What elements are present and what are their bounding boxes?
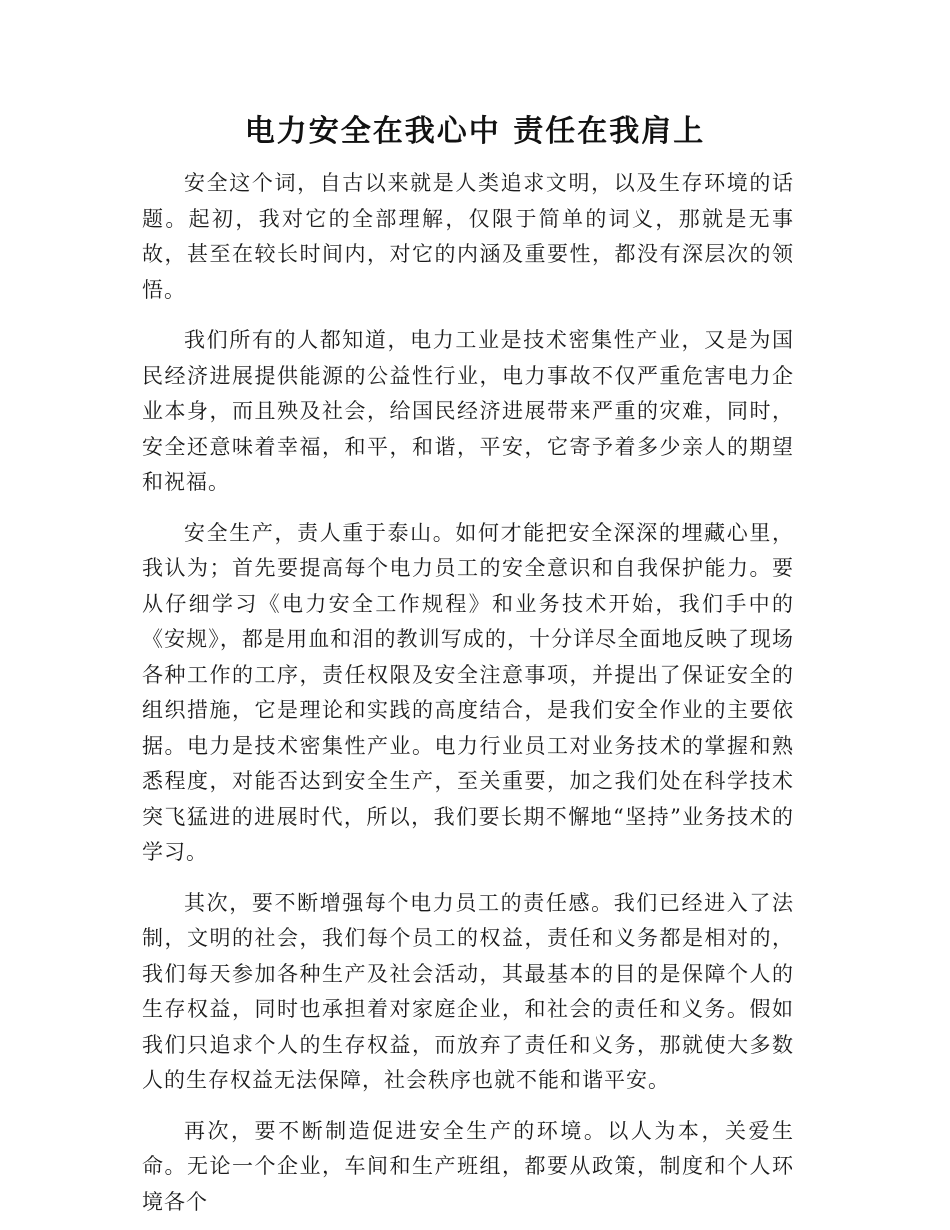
document-body — [142, 166, 794, 1230]
document-title: 电力安全在我心中 责任在我肩上 — [244, 114, 706, 149]
paragraph-2: 我们所有的人都知道，电力工业是技术密集性产业，又是为国民经济进展提供能源的公益性行业，电力事故不仅严重危害电力企业本身，而且殃及社会，给国民经济进展带来严重的灾难，同时，安全还意味着幸福，和平，和谐，平安，它寄予着多少亲人的期望和祝福。 — [142, 328, 794, 494]
paragraph-1: 安全这个词，自古以来就是人类追求文明，以及生存环境的话题。起初，我对它的全部理解，仅限于简单的词义，那就是无事故，甚至在较长时间内，对它的内涵及重要性，都没有深层次的领悟。 — [142, 171, 794, 302]
paragraph-5: 再次，要不断制造促进安全生产的环境。以人为本，关爱生命。无论一个企业，车间和生产班组，都要从政策，制度和个人环境各个 — [142, 1118, 794, 1214]
paragraph-4: 其次，要不断增强每个电力员工的责任感。我们已经进入了法制，文明的社会，我们每个员工的权益，责任和义务都是相对的，我们每天参加各种生产及社会活动，其最基本的目的是保障个人的生存权益，同时也承担着对家庭企业，和社会的责任和义务。假如我们只追求个人的生存权益，而放弃了责任和义务，那就使大多数人的生存权益无法保障，社会秩序也就不能和谐平安。 — [142, 890, 794, 1092]
paragraph-3: 安全生产，责人重于泰山。如何才能把安全深深的埋藏心里，我认为；首先要提高每个电力员工的安全意识和自我保护能力。要从仔细学习《电力安全工作规程》和业务技术开始，我们手中的《安规》，都是用血和泪的教训写成的，十分详尽全面地反映了现场各种工作的工序，责任权限及安全注意事项，并提出了保证安全的组织措施，它是理论和实践的高度结合，是我们安全作业的主要依据。电力是技术密集性产业。电力行业员工对业务技术的掌握和熟悉程度，对能否达到安全生产，至关重要，加之我们处在科学技术突飞猛进的进展时代，所以，我们要长期不懈地“坚持”业务技术的学习。 — [142, 520, 794, 864]
